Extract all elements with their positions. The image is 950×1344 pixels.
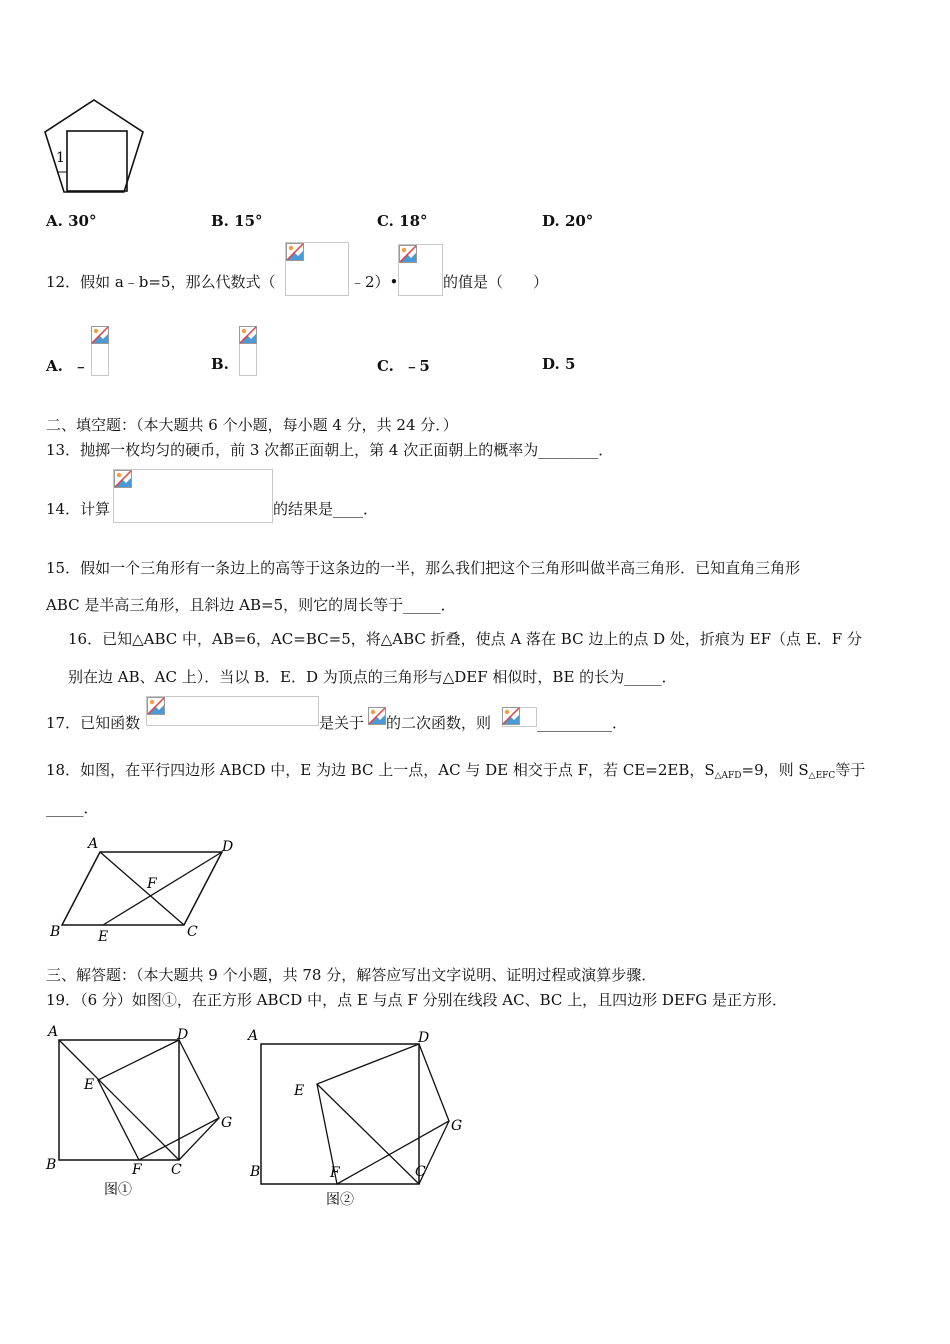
q19-figure-2 [244, 1022, 470, 1212]
fig2-point-b-label: B [250, 1164, 261, 1180]
fig2-point-d-label: D [418, 1030, 430, 1046]
parallelogram-figure [44, 832, 240, 946]
section3-heading: 三、解答题：（本大题共 9 个小题，共 78 分，解答应写出文字说明、证明过程或演算步骤． [46, 966, 657, 984]
q16-line2: 别在边 AB、AC 上）．当以 B．E．D 为顶点的三角形与△DEF 相似时，BE 的长为_____． [68, 668, 677, 686]
fig1-point-d-label: D [177, 1027, 189, 1043]
q17-text-c: 的二次函数，则 [386, 714, 492, 732]
fig2-caption: 图② [326, 1192, 354, 1208]
broken-image-icon [147, 697, 165, 715]
point-e-label: E [98, 929, 109, 945]
q11-option-a: A. 30° [46, 212, 97, 230]
q14-text-a: 14．计算 [46, 500, 111, 518]
q11-option-d: D. 20° [542, 212, 594, 230]
q17-text-d: __________． [537, 714, 628, 732]
q12-option-c: C. ﹣5 [377, 357, 430, 375]
q16-line1: 16．已知△ABC 中，AB=6，AC=BC=5，将△ABC 折叠，使点 A 落在 BC 边上的点 D 处，折痕为 EF（点 E．F 分 [68, 630, 862, 648]
broken-image-icon [502, 707, 520, 725]
broken-image-icon [368, 707, 386, 725]
q17-text-a: 17．已知函数 [46, 714, 141, 732]
point-a-label: A [88, 836, 99, 852]
q12-stem-b: ﹣2）• [350, 273, 399, 291]
fig1-point-c-label: C [171, 1162, 182, 1178]
q15-line1: 15．假如一个三角形有一条边上的高等于这条边的一半，那么我们把这个三角形叫做半高三角形．已知直角三角形 [46, 559, 801, 577]
fig2-point-f-label: F [330, 1165, 340, 1181]
point-b-label: B [50, 924, 61, 940]
point-c-label: C [187, 924, 198, 940]
fig2-point-e-label: E [294, 1083, 305, 1099]
q18-line1: 18．如图，在平行四边形 ABCD 中，E 为边 BC 上一点，AC 与 DE 相交于点 F，若 CE=2EB，$S_{\triangle AFD}=9$，则 $S_{\triangle EFC}$等于 [46, 761, 866, 781]
q13-text: 13．抛掷一枚均匀的硬币，前 3 次都正面朝上，第 4 次正面朝上的概率为________． [46, 441, 614, 459]
q19-text: 19．（6 分）如图①，在正方形 ABCD 中，点 E 与点 F 分别在线段 AC、BC 上，且四边形 DEFG 是正方形． [46, 991, 788, 1009]
q17-function-image [146, 696, 319, 726]
section2-heading: 二、填空题：（本大题共 6 个小题，每小题 4 分，共 24 分．） [46, 416, 458, 434]
broken-image-icon [399, 245, 417, 263]
q19-figure-1 [44, 1022, 240, 1202]
fig1-point-e-label: E [84, 1077, 95, 1093]
broken-image-icon [239, 326, 257, 344]
q14-text-b: 的结果是____． [273, 500, 379, 518]
fig1-point-g-label: G [221, 1115, 233, 1131]
q12-stem-c: 的值是（ ） [443, 273, 549, 291]
q11-option-b: B. 15° [211, 212, 263, 230]
q12-stem-a: 12．假如 a﹣b=5，那么代数式（ [46, 273, 276, 291]
q15-line2: ABC 是半高三角形，且斜边 AB=5，则它的周长等于_____． [46, 596, 456, 614]
point-d-label: D [222, 839, 234, 855]
q12-option-d: D. 5 [542, 355, 576, 373]
broken-image-icon [114, 470, 132, 488]
fig1-caption: 图① [104, 1182, 132, 1198]
pentagon-square-figure [40, 95, 170, 200]
q12-option-b: B. [211, 355, 229, 373]
fig2-point-c-label: C [415, 1164, 426, 1180]
fig2-point-g-label: G [451, 1118, 463, 1134]
angle-1-label: 1 [56, 150, 65, 166]
fig2-point-a-label: A [248, 1028, 259, 1044]
broken-image-icon [91, 326, 109, 344]
broken-image-icon [286, 243, 304, 261]
point-f-label: F [147, 876, 157, 892]
q17-text-b: 是关于 [319, 714, 365, 732]
fig1-point-b-label: B [46, 1157, 57, 1173]
q18-line2: _____． [46, 799, 99, 817]
q11-option-c: C. 18° [377, 212, 428, 230]
q12-option-a: A. ﹣ [46, 357, 89, 375]
fig1-point-a-label: A [48, 1024, 59, 1040]
fig1-point-f-label: F [132, 1162, 142, 1178]
q14-formula-image [113, 469, 273, 523]
